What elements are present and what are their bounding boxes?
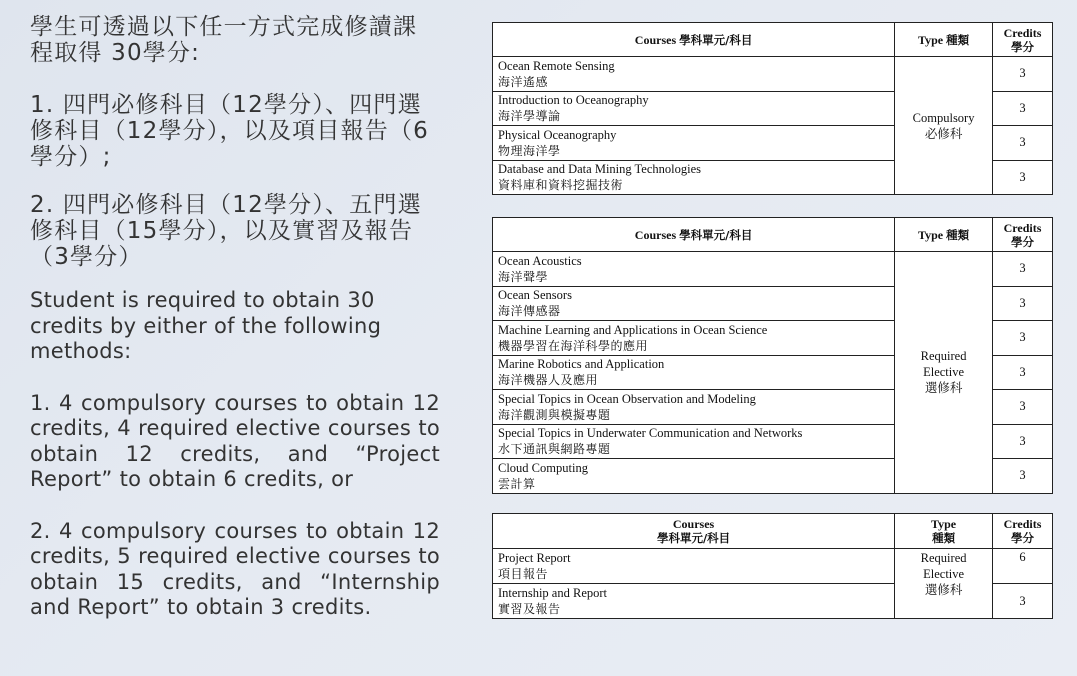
- course-name-en: Special Topics in Underwater Communication and Networks: [498, 426, 803, 441]
- type-en-2: Elective: [923, 567, 965, 581]
- credit-cell: 3: [993, 252, 1053, 287]
- course-cell: [493, 390, 895, 425]
- header-courses: [493, 218, 895, 252]
- header-courses: [493, 23, 895, 57]
- course-name-zh: 海洋機器人及應用: [498, 373, 599, 388]
- header-courses-zh: 學科單元/科目: [679, 32, 753, 47]
- table-row: [493, 252, 1053, 287]
- requirements-text: [30, 14, 440, 641]
- header-type-zh: 種類: [932, 531, 956, 545]
- header-type-en: Type: [918, 32, 944, 47]
- type-cell: [895, 57, 993, 195]
- course-cell: [493, 424, 895, 459]
- course-cell: [493, 549, 895, 584]
- course-name-zh: 海洋觀測與模擬專題: [498, 407, 611, 422]
- table-header-row: [493, 218, 1053, 252]
- elective-courses-table: [492, 217, 1053, 494]
- credit-cell: 3: [993, 424, 1053, 459]
- course-name-zh: 物理海洋學: [498, 143, 561, 158]
- course-name-zh: 海洋學導論: [498, 109, 561, 124]
- course-name-zh: 海洋傳感器: [498, 304, 561, 319]
- compulsory-courses-table: [492, 22, 1053, 195]
- credit-cell: 3: [993, 57, 1053, 92]
- course-cell: [493, 459, 895, 494]
- credit-cell: 3: [993, 390, 1053, 425]
- course-name-zh: 海洋聲學: [498, 269, 549, 284]
- header-courses-zh: 學科單元/科目: [679, 227, 753, 242]
- header-credits-zh: 學分: [1011, 234, 1034, 249]
- header-credits: [993, 218, 1053, 252]
- course-name-en: Database and Data Mining Technologies: [498, 162, 702, 177]
- en-option-1: 1. 4 compulsory courses to obtain 12 credits, 4 required elective courses to obtain 12 credits, and “Project Report” to obtain 6 credits, or: [30, 390, 440, 491]
- header-courses-en: Courses: [634, 227, 677, 242]
- credit-cell: 3: [993, 91, 1053, 126]
- header-courses-en: Courses: [634, 32, 677, 47]
- header-credits-en: Credits: [1003, 517, 1042, 531]
- type-en-2: Elective: [923, 365, 965, 380]
- course-cell: [493, 584, 895, 619]
- course-name-en: Special Topics in Ocean Observation and Modeling: [498, 391, 756, 406]
- course-name-en: Machine Learning and Applications in Ocean Science: [498, 322, 768, 337]
- report-courses-table: [492, 513, 1053, 619]
- type-en: Compulsory: [912, 110, 975, 125]
- header-courses: [493, 514, 895, 549]
- type-zh: 必修科: [924, 126, 963, 141]
- course-cell: [493, 160, 895, 195]
- course-cell: [493, 91, 895, 126]
- type-en-1: Required: [920, 349, 967, 364]
- en-heading: Student is required to obtain 30 credits by either of the following methods:: [30, 288, 382, 363]
- header-type-zh: 種類: [946, 32, 970, 47]
- course-name-zh: 雲計算: [498, 476, 536, 491]
- course-name-zh: 水下通訊與網路專題: [498, 442, 611, 457]
- course-cell: [493, 57, 895, 92]
- course-name-en: Ocean Acoustics: [498, 253, 582, 268]
- zh-option-1: 1. 四門必修科目（12學分）、四門選修科目（12學分），以及項目報告（6學分）;: [30, 92, 429, 170]
- header-credits-zh: 學分: [1011, 531, 1035, 545]
- table-row: [493, 549, 1053, 584]
- type-zh: 選修科: [924, 381, 963, 396]
- credit-cell: 6: [993, 549, 1053, 584]
- course-name-en: Ocean Sensors: [498, 288, 572, 303]
- header-type-en: Type: [931, 517, 957, 531]
- credit-cell: 3: [993, 459, 1053, 494]
- header-type-en: Type: [918, 227, 944, 242]
- header-courses-en: Courses: [672, 517, 715, 531]
- header-type-zh: 種類: [946, 227, 970, 242]
- credit-cell: 3: [993, 160, 1053, 195]
- header-credits: [993, 23, 1053, 57]
- header-courses-zh: 學科單元/科目: [656, 531, 731, 545]
- zh-heading: 學生可透過以下任一方式完成修讀課程取得 30學分:: [30, 14, 418, 66]
- credit-cell: 3: [993, 286, 1053, 321]
- header-type: [895, 218, 993, 252]
- header-credits: [993, 514, 1053, 549]
- credit-cell: 3: [993, 355, 1053, 390]
- type-zh: 選修科: [924, 583, 963, 597]
- header-credits-en: Credits: [1003, 25, 1042, 40]
- course-name-zh: 實習及報告: [498, 602, 561, 616]
- course-name-en: Project Report: [498, 551, 571, 565]
- course-cell: [493, 321, 895, 356]
- course-name-zh: 海洋遙感: [498, 74, 549, 89]
- type-cell: [895, 252, 993, 494]
- type-en-1: Required: [920, 551, 967, 565]
- course-cell: [493, 252, 895, 287]
- course-name-zh: 機器學習在海洋科學的應用: [498, 338, 649, 353]
- zh-option-2: 2. 四門必修科目（12學分）、五門選修科目（15學分），以及實習及報告（3學分）: [30, 192, 422, 270]
- header-credits-zh: 學分: [1011, 39, 1035, 54]
- credit-cell: 3: [993, 126, 1053, 161]
- course-cell: [493, 126, 895, 161]
- course-cell: [493, 355, 895, 390]
- table-row: [493, 57, 1053, 92]
- course-name-zh: 項目報告: [498, 567, 549, 581]
- course-name-en: Physical Oceanography: [498, 127, 617, 142]
- credit-cell: 3: [993, 584, 1053, 619]
- course-name-en: Marine Robotics and Application: [498, 357, 665, 372]
- header-type: [895, 23, 993, 57]
- header-credits-en: Credits: [1003, 220, 1042, 235]
- course-name-en: Introduction to Oceanography: [498, 93, 649, 108]
- header-type: [895, 514, 993, 549]
- en-option-2: 2. 4 compulsory courses to obtain 12 credits, 5 required elective courses to obtain 15 credits, and “Internship and Report” to obtain 3 credits.: [30, 518, 440, 619]
- course-name-en: Internship and Report: [498, 586, 608, 600]
- type-cell: [895, 549, 993, 619]
- course-name-en: Cloud Computing: [498, 460, 588, 475]
- course-cell: [493, 286, 895, 321]
- course-name-zh: 資料庫和資料挖掘技術: [498, 178, 624, 193]
- course-name-en: Ocean Remote Sensing: [498, 58, 615, 73]
- table-header-row: [493, 514, 1053, 549]
- credit-cell: 3: [993, 321, 1053, 356]
- table-header-row: [493, 23, 1053, 57]
